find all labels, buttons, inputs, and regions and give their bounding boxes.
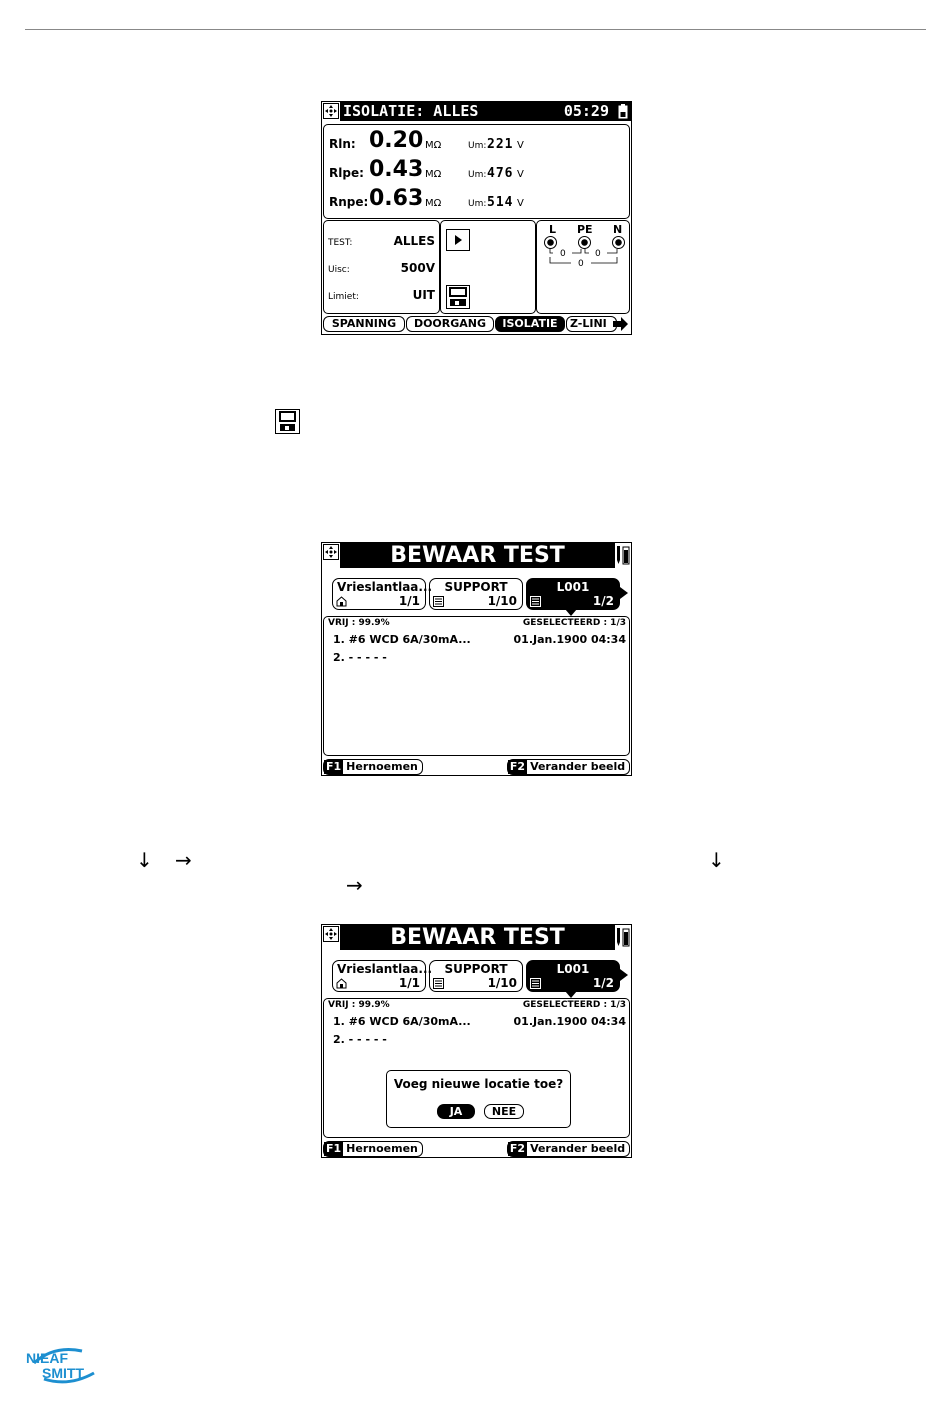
no-button[interactable]: NEE <box>484 1104 524 1119</box>
move-icon <box>323 926 339 942</box>
result-row: Rnpe: 0.63 MΩ Um: 514 V <box>329 186 524 211</box>
arrow-down-icon: ↓ <box>136 848 153 872</box>
save-icon[interactable] <box>446 285 470 309</box>
arrow-right-icon[interactable] <box>619 587 629 599</box>
yes-button[interactable]: JA <box>437 1104 475 1119</box>
terminals-panel: L PE N 0 0 0 <box>536 220 630 314</box>
battery-pen-icon <box>615 544 630 566</box>
panel-icon <box>530 596 541 607</box>
location-tab[interactable]: Vrieslantlaa... 1/1 <box>332 960 426 992</box>
tab-spanning[interactable]: SPANNING <box>323 316 405 332</box>
screen-title: BEWAAR TEST <box>340 543 615 568</box>
logo-line1: NIEAF <box>26 1350 68 1366</box>
save-test-screen <box>321 542 632 776</box>
terminal-wiring <box>537 221 629 281</box>
list-item[interactable]: 2. - - - - - <box>333 1033 387 1046</box>
list-item[interactable]: 1. #6 WCD 6A/30mA... 01.Jan.1900 04:34 <box>333 633 626 646</box>
location-tab[interactable]: Vrieslantlaa... 1/1 <box>332 578 426 610</box>
company-logo <box>24 1343 104 1387</box>
title-bar <box>340 102 631 121</box>
arrow-right-icon: → <box>346 873 363 897</box>
panel-icon <box>530 978 541 989</box>
parameters-panel: TEST: ALLES Uisc: 500V Limiet: UIT <box>323 220 440 314</box>
rename-button[interactable]: F1 Hernoemen <box>323 759 423 775</box>
tab-doorgang[interactable]: DOORGANG <box>406 316 494 332</box>
change-view-button[interactable]: F2 Verander beeld <box>507 1141 630 1157</box>
selected-marker <box>565 991 577 998</box>
screen-title: ISOLATIE: ALLES <box>343 102 479 120</box>
dialog-question: Voeg nieuwe locatie toe? <box>393 1077 564 1091</box>
play-icon[interactable] <box>446 229 470 251</box>
screen-title: BEWAAR TEST <box>340 925 615 950</box>
tab-z-lini[interactable]: Z-LINI <box>566 316 617 332</box>
header-rule <box>25 29 926 30</box>
location-tab[interactable]: SUPPORT 1/10 <box>429 578 523 610</box>
confirm-dialog <box>386 1070 571 1128</box>
arrow-right-icon: → <box>175 848 192 872</box>
results-list: VRIJ : 99.9% GESELECTEERD : 1/3 1. #6 WCD 6A/30mA... 01.Jan.1900 04:34 2. - - - - - Voeg nieuwe locatie toe? JA NEE <box>323 998 630 1138</box>
tab-isolatie[interactable]: ISOLATIE <box>495 316 565 332</box>
location-tab-active[interactable]: L001 1/2 <box>526 578 620 610</box>
param-test-value[interactable]: ALLES <box>393 234 435 248</box>
logo-line2: SMITT <box>42 1365 84 1381</box>
move-icon <box>323 103 339 119</box>
battery-pen-icon <box>615 926 630 948</box>
save-test-dialog-screen <box>321 924 632 1158</box>
controls-panel <box>440 220 536 314</box>
list-item[interactable]: 1. #6 WCD 6A/30mA... 01.Jan.1900 04:34 <box>333 1015 626 1028</box>
rename-button[interactable]: F1 Hernoemen <box>323 1141 423 1157</box>
results-list: VRIJ : 99.9% GESELECTEERD : 1/3 1. #6 WCD 6A/30mA... 01.Jan.1900 04:34 2. - - - - - <box>323 616 630 756</box>
selected-marker <box>565 609 577 616</box>
insulation-screen <box>321 101 632 335</box>
arrow-right-icon[interactable] <box>613 316 629 332</box>
result-row: Rlpe: 0.43 MΩ Um: 476 V <box>329 157 524 182</box>
arrow-right-icon[interactable] <box>619 969 629 981</box>
move-icon <box>323 544 339 560</box>
change-view-button[interactable]: F2 Verander beeld <box>507 759 630 775</box>
panel-icon <box>433 596 444 607</box>
home-icon <box>336 978 347 989</box>
result-row: Rln: 0.20 MΩ Um: 221 V <box>329 128 524 153</box>
location-tab-active[interactable]: L001 1/2 <box>526 960 620 992</box>
battery-icon <box>618 104 628 119</box>
arrow-down-icon: ↓ <box>708 848 725 872</box>
param-uisc-value[interactable]: 500V <box>400 261 435 275</box>
clock: 05:29 <box>563 102 609 120</box>
results-panel <box>323 124 630 219</box>
save-icon <box>275 409 300 434</box>
panel-icon <box>433 978 444 989</box>
location-tab[interactable]: SUPPORT 1/10 <box>429 960 523 992</box>
param-limit-value[interactable]: UIT <box>412 288 435 302</box>
list-item[interactable]: 2. - - - - - <box>333 651 387 664</box>
home-icon <box>336 596 347 607</box>
